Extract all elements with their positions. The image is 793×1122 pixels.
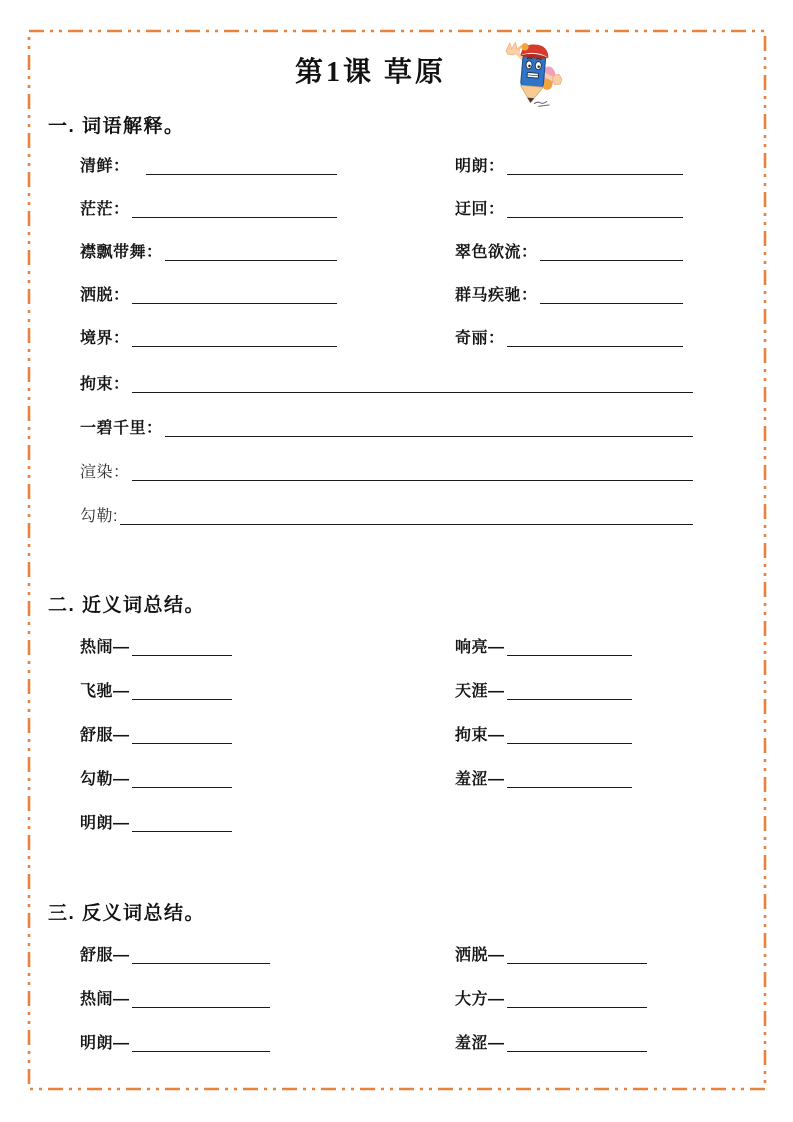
answer-blank-line [132, 655, 232, 656]
word-row [48, 708, 232, 752]
answer-blank-line [507, 963, 647, 964]
word-row [48, 796, 232, 840]
explain-full-width-list [48, 357, 693, 533]
word-row [48, 226, 337, 269]
answer-blank-line [507, 1007, 647, 1008]
synonyms-two-column-list [48, 620, 693, 840]
word-row [48, 928, 270, 972]
word-row [48, 489, 693, 533]
word-row [455, 1016, 647, 1060]
word-label: 群马疾驰： [455, 287, 538, 304]
word-label: 天涯— [455, 683, 505, 700]
word-label: 渲染： [80, 464, 130, 481]
word-label: 迂回： [455, 201, 505, 218]
answer-blank-line [132, 699, 232, 700]
page-title: 第1课 草原 [294, 57, 446, 88]
word-row [48, 357, 693, 401]
word-row [455, 972, 647, 1016]
word-label: 羞涩— [455, 1035, 505, 1052]
word-row [48, 445, 693, 489]
answer-blank-line [165, 260, 337, 261]
answer-blank-line [507, 743, 632, 744]
word-label: 大方— [455, 991, 505, 1008]
word-label: 舒服— [80, 947, 130, 964]
answer-blank-line [146, 174, 337, 175]
page-content [48, 0, 693, 1060]
answer-blank-line [507, 787, 632, 788]
word-row [48, 620, 232, 664]
word-label: 翠色欲流： [455, 244, 538, 261]
answer-blank-line [132, 392, 693, 393]
answer-blank-line [132, 963, 270, 964]
answer-blank-line [132, 1051, 270, 1052]
word-label: 拘束： [80, 376, 130, 393]
word-row [455, 620, 632, 664]
pencil-mascot-icon [500, 42, 566, 110]
word-label: 一碧千里： [80, 420, 163, 437]
answer-blank-line [132, 303, 337, 304]
word-label: 茫茫： [80, 201, 130, 218]
word-row [455, 183, 683, 226]
word-row [48, 269, 337, 312]
answer-blank-line [120, 524, 693, 525]
answer-blank-line [507, 1051, 647, 1052]
empty-cell [455, 796, 632, 840]
word-label: 勾勒: [80, 508, 118, 525]
word-row [48, 312, 337, 355]
word-label: 勾勒— [80, 771, 130, 788]
answer-blank-line [507, 346, 683, 347]
section-synonyms-heading: 二. 近义词总结。 [48, 595, 206, 616]
word-label: 羞涩— [455, 771, 505, 788]
word-label: 舒服— [80, 727, 130, 744]
answer-blank-line [540, 260, 683, 261]
word-row [455, 664, 632, 708]
word-row [48, 183, 337, 226]
word-row [48, 140, 337, 183]
word-label: 奇丽： [455, 330, 505, 347]
answer-blank-line [507, 174, 683, 175]
word-row [455, 269, 683, 312]
word-label: 清鲜： [80, 158, 130, 175]
scribble-line-icon [534, 101, 549, 106]
word-label: 飞驰— [80, 683, 130, 700]
word-label: 响亮— [455, 639, 505, 656]
answer-blank-line [507, 655, 632, 656]
answer-blank-line [132, 787, 232, 788]
title-row [48, 54, 693, 98]
word-label: 热闹— [80, 639, 130, 656]
word-label: 明朗— [80, 1035, 130, 1052]
word-row [455, 226, 683, 269]
answer-blank-line [132, 831, 232, 832]
word-row [455, 752, 632, 796]
word-label: 明朗： [455, 158, 505, 175]
word-row [455, 928, 647, 972]
answer-blank-line [540, 303, 683, 304]
word-row [48, 1016, 270, 1060]
antonyms-two-column-list [48, 928, 693, 1060]
section-explain-heading: 一. 词语解释。 [48, 116, 185, 137]
word-label: 境界： [80, 330, 130, 347]
explain-two-column-list [48, 140, 693, 355]
answer-blank-line [507, 217, 683, 218]
answer-blank-line [132, 743, 232, 744]
word-label: 拘束— [455, 727, 505, 744]
section-antonyms-heading: 三. 反义词总结。 [48, 903, 206, 924]
word-row [455, 708, 632, 752]
word-row [48, 664, 232, 708]
word-row [455, 140, 683, 183]
word-row [48, 401, 693, 445]
answer-blank-line [507, 699, 632, 700]
word-label: 明朗— [80, 815, 130, 832]
word-label: 洒脱： [80, 287, 130, 304]
word-row [48, 752, 232, 796]
answer-blank-line [132, 1007, 270, 1008]
answer-blank-line [132, 217, 337, 218]
word-row [48, 972, 270, 1016]
word-row [455, 312, 683, 355]
word-label: 洒脱— [455, 947, 505, 964]
answer-blank-line [132, 346, 337, 347]
word-label: 热闹— [80, 991, 130, 1008]
word-label: 襟飘带舞： [80, 244, 163, 261]
answer-blank-line [132, 480, 693, 481]
answer-blank-line [165, 436, 693, 437]
